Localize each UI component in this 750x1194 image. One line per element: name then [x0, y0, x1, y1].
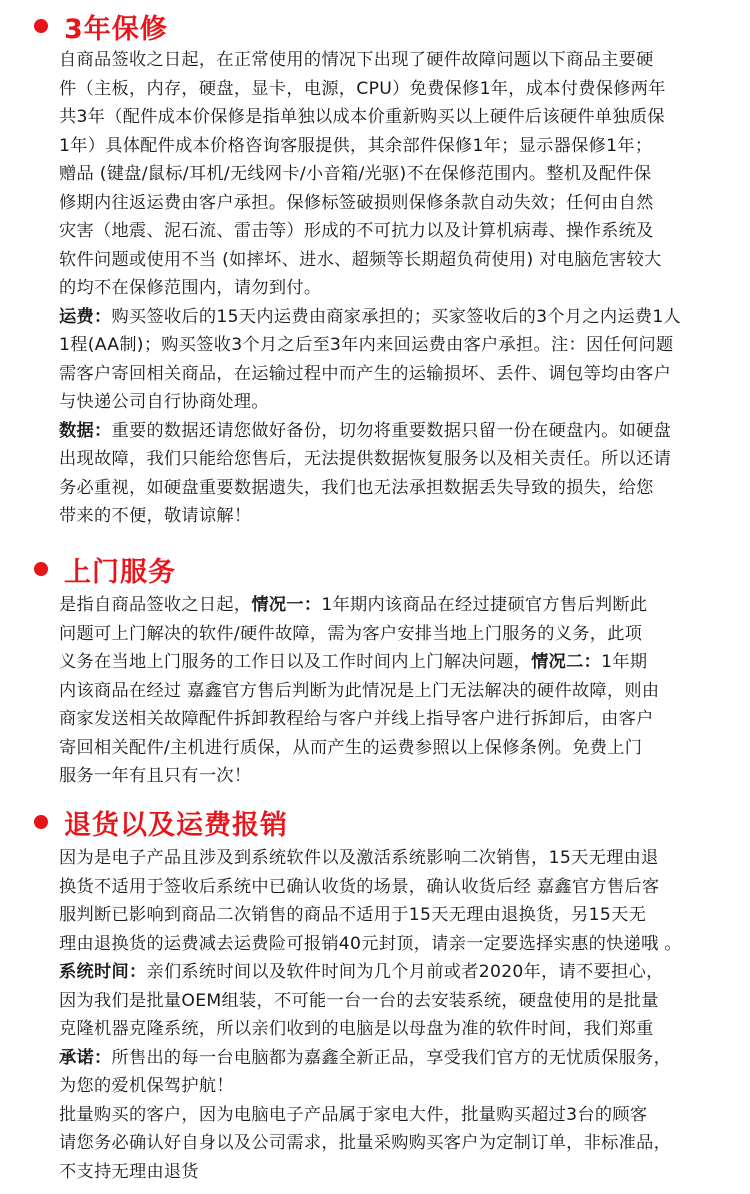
line-text: 请您务必确认好自身以及公司需求，批量采购购买客户为定制订单，非标准品， — [59, 1133, 672, 1153]
text-line — [59, 217, 709, 246]
line-text: 换货不适用于签收后系统中已确认收货的场景，确认收货后经 嘉鑫官方售后客 — [59, 876, 660, 897]
line-text: 寄回相关配件/主机进行质保，从而产生的运费参照以上保修条例。免费上门 — [59, 737, 643, 758]
section-title: 上门服务 — [64, 556, 176, 588]
line-text: 克隆机器克隆系统，所以亲们收到的电脑是以母盘为准的软件时间，我们郑重 — [59, 1019, 654, 1039]
bullet-dot-icon — [34, 19, 48, 33]
section-body — [59, 46, 709, 531]
line-text: 内该商品在经过 嘉鑫官方售后判断为此情况是上门无法解决的硬件故障，则由 — [59, 680, 660, 701]
bold-label: 数据： — [59, 420, 112, 441]
bullet-dot-icon — [34, 562, 48, 576]
text-line — [59, 189, 709, 218]
text-line — [59, 1158, 709, 1187]
text-line — [59, 1072, 709, 1101]
bold-label: 系统时间： — [59, 962, 147, 982]
section-header — [34, 804, 288, 840]
line-text: 赠品 (键盘/鼠标/耳机/无线网卡/小音箱/光驱)不在保修范围内。整机及配件保 — [59, 164, 652, 184]
line-text: 需客户寄回相关商品，在运输过程中而产生的运输损坏、丢件、调包等均由客户 — [59, 363, 672, 384]
text-line — [59, 987, 709, 1016]
text-line — [59, 417, 709, 446]
line-text: 理由退换货的运费减去运费险可报销40元封顶，请亲一定要选择实惠的快递哦 。 — [59, 933, 682, 954]
text-line — [59, 246, 709, 275]
bold-label: 承诺： — [59, 1047, 112, 1068]
text-line — [59, 1015, 709, 1044]
line-text: 批量购买的客户，因为电脑电子产品属于家电大件，批量购买超过3台的顾客 — [59, 1104, 648, 1125]
line-text: 是指自商品签收之日起， — [59, 595, 252, 615]
bullet-dot-icon — [34, 815, 48, 829]
text-line — [59, 677, 709, 706]
line-text: 购买签收后的15天内运费由商家承担的；买家签收后的3个月之内运费1人 — [111, 306, 682, 327]
line-text: 亲们系统时间以及软件时间为几个月前或者2020年，请不要担心， — [146, 962, 664, 982]
text-line — [59, 901, 709, 930]
text-line — [59, 873, 709, 902]
text-line — [59, 274, 709, 303]
text-line — [59, 844, 709, 873]
line-text: 不支持无理由退货 — [59, 1161, 199, 1182]
line-text: 自商品签收之日起，在正常使用的情况下出现了硬件故障问题以下商品主要硬 — [59, 50, 654, 70]
line-text: 灾害（地震、泥石流、雷击等）形成的不可抗力以及计算机病毒、操作系统及 — [59, 221, 654, 241]
text-line — [59, 132, 709, 161]
text-line — [59, 762, 709, 791]
text-line — [59, 303, 709, 332]
section-body — [59, 844, 709, 1186]
bold-label: 情况一： — [251, 595, 322, 615]
text-line — [59, 388, 709, 417]
bold-label: 情况二： — [531, 652, 602, 672]
line-text: 因为我们是批量OEM组装，不可能一台一台的去安装系统，硬盘使用的是批量 — [59, 990, 659, 1011]
line-text: 修期内往返运费由客户承担。保修标签破损则保修条款自动失效；任何由自然 — [59, 192, 654, 213]
line-text: 问题可上门解决的软件/硬件故障，需为客户安排当地上门服务的义务，此项 — [59, 623, 643, 644]
section-title: 3年保修 — [64, 13, 168, 45]
text-line — [59, 1044, 709, 1073]
line-text: 出现故障，我们只能给您售后，无法提供数据恢复服务以及相关责任。所以还请 — [59, 449, 672, 469]
text-line — [59, 591, 709, 620]
text-line — [59, 331, 709, 360]
text-line — [59, 160, 709, 189]
line-text: 务必重视，如硬盘重要数据遗失，我们也无法承担数据丢失导致的损失，给您 — [59, 477, 654, 498]
text-line — [59, 958, 709, 987]
line-text: 为您的爱机保驾护航！ — [59, 1076, 234, 1096]
section-body — [59, 591, 709, 791]
text-line — [59, 930, 709, 959]
line-text: 软件问题或使用不当 (如摔坏、进水、超频等长期超负荷使用) 对电脑危害较大 — [59, 249, 662, 270]
text-line — [59, 648, 709, 677]
text-line — [59, 445, 709, 474]
line-text: 的均不在保修范围内，请勿到付。 — [59, 278, 322, 298]
line-text: 商家发送相关故障配件拆卸教程给与客户并线上指导客户进行拆卸后，由客户 — [59, 709, 654, 729]
section-header — [34, 551, 176, 587]
line-text: 1年期内该商品在经过捷硕官方售后判断此 — [321, 595, 648, 615]
text-line — [59, 502, 709, 531]
text-line — [59, 1129, 709, 1158]
line-text: 件（主板，内存，硬盘，显卡，电源，CPU）免费保修1年，成本付费保修两年 — [59, 78, 666, 99]
line-text: 1年期 — [601, 652, 648, 672]
bold-label: 运费： — [59, 306, 112, 327]
line-text: 义务在当地上门服务的工作日以及工作时间内上门解决问题， — [59, 652, 532, 672]
text-line — [59, 46, 709, 75]
line-text: 服判断已影响到商品二次销售的商品不适用于15天无理由退换货，另15天无 — [59, 905, 647, 925]
line-text: 1年）具体配件成本价格咨询客服提供，其余部件保修1年；显示器保修1年； — [59, 135, 653, 156]
text-line — [59, 1101, 709, 1130]
text-line — [59, 474, 709, 503]
line-text: 所售出的每一台电脑都为嘉鑫全新正品，享受我们官方的无忧质保服务， — [111, 1047, 672, 1068]
section-title: 退货以及运费报销 — [64, 809, 288, 841]
line-text: 与快递公司自行协商处理。 — [59, 392, 269, 412]
line-text: 因为是电子产品且涉及到系统软件以及激活系统影响二次销售，15天无理由退 — [59, 848, 659, 868]
line-text: 1程(AA制)；购买签收3个月之后至3年内来回运费由客户承担。注：因任何问题 — [59, 335, 674, 355]
text-line — [59, 620, 709, 649]
text-line — [59, 705, 709, 734]
line-text: 带来的不便，敬请谅解！ — [59, 506, 252, 526]
line-text: 服务一年有且只有一次！ — [59, 766, 252, 786]
line-text: 重要的数据还请您做好备份，切勿将重要数据只留一份在硬盘内。如硬盘 — [111, 420, 672, 441]
text-line — [59, 734, 709, 763]
text-line — [59, 75, 709, 104]
section-header — [34, 8, 168, 44]
text-line — [59, 360, 709, 389]
line-text: 共3年（配件成本价保修是指单独以成本价重新购买以上硬件后该硬件单独质保 — [59, 107, 665, 127]
text-line — [59, 103, 709, 132]
